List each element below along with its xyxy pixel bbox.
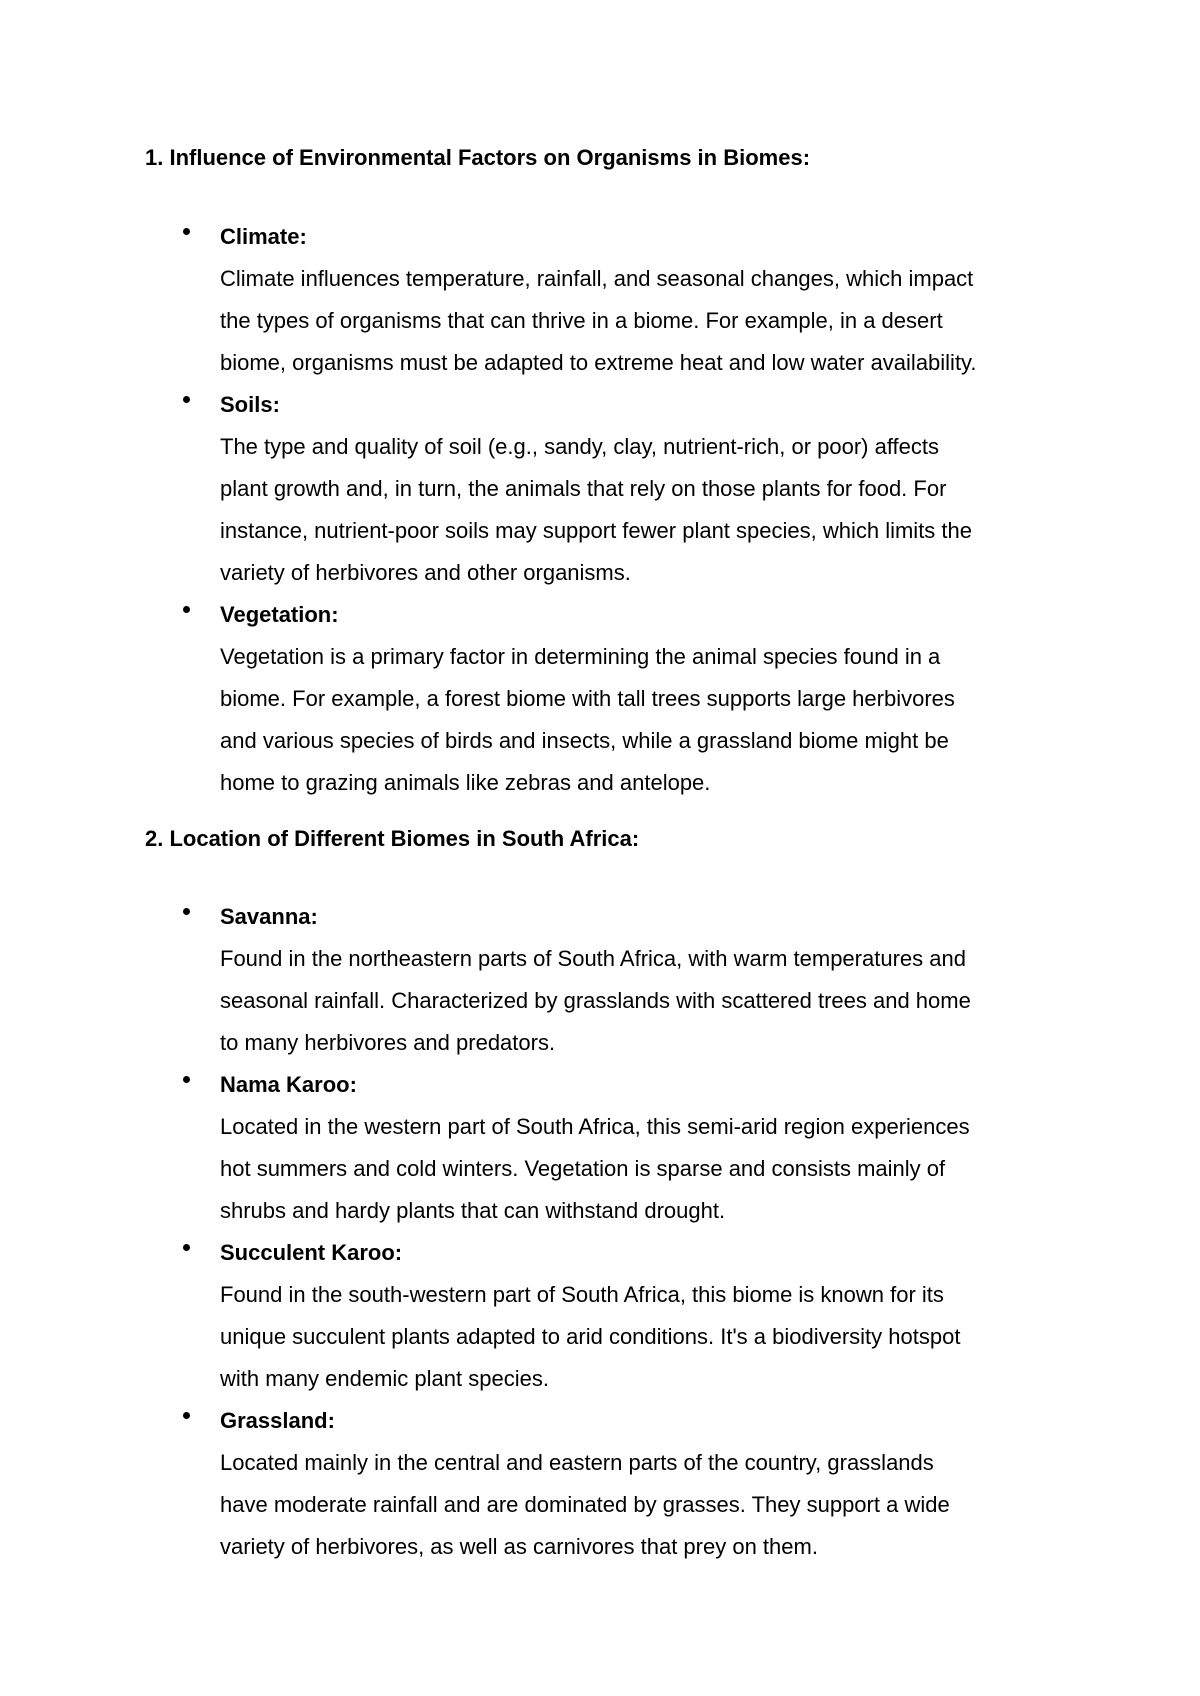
item-text-line: instance, nutrient-poor soils may support fewer plant species, which limits the bbox=[220, 518, 973, 543]
bullet-icon bbox=[183, 908, 190, 915]
item-title: Succulent Karoo: bbox=[220, 1240, 403, 1265]
list-item-soils bbox=[220, 384, 1080, 594]
list-item-climate bbox=[220, 216, 1080, 384]
item-text-line: The type and quality of soil (e.g., sandy, clay, nutrient-rich, or poor) affects bbox=[220, 434, 940, 459]
item-text-line: plant growth and, in turn, the animals that rely on those plants for food. For bbox=[220, 476, 947, 501]
item-text-line: biome, organisms must be adapted to extreme heat and low water availability. bbox=[220, 350, 977, 375]
section-heading: 2. Location of Different Biomes in South Africa: bbox=[145, 826, 640, 851]
bullet-list bbox=[220, 216, 1080, 804]
item-text-line: Found in the northeastern parts of South Africa, with warm temperatures and bbox=[220, 946, 966, 971]
section-biome-locations bbox=[145, 823, 1085, 1568]
bullet-icon bbox=[183, 396, 190, 403]
item-text-line: Vegetation is a primary factor in determining the animal species found in a bbox=[220, 644, 941, 669]
item-text-line: the types of organisms that can thrive in a biome. For example, in a desert bbox=[220, 308, 943, 333]
item-text-line: Located mainly in the central and eastern parts of the country, grasslands bbox=[220, 1450, 934, 1475]
list-item-savanna bbox=[220, 896, 1080, 1064]
item-text-line: hot summers and cold winters. Vegetation is sparse and consists mainly of bbox=[220, 1156, 946, 1181]
item-text-line: variety of herbivores, as well as carnivores that prey on them. bbox=[220, 1534, 818, 1559]
bullet-icon bbox=[183, 1244, 190, 1251]
item-text-line: Climate influences temperature, rainfall, and seasonal changes, which impact bbox=[220, 266, 974, 291]
bullet-list bbox=[220, 896, 1080, 1568]
list-item-vegetation bbox=[220, 594, 1080, 804]
bullet-icon bbox=[183, 1412, 190, 1419]
section-environmental-factors bbox=[145, 142, 1085, 804]
item-text-line: and various species of birds and insects, while a grassland biome might be bbox=[220, 728, 949, 753]
list-item-succulent-karoo bbox=[220, 1232, 1080, 1400]
item-text-line: Found in the south-western part of South Africa, this biome is known for its bbox=[220, 1282, 944, 1307]
item-text-line: to many herbivores and predators. bbox=[220, 1030, 556, 1055]
item-text-line: shrubs and hardy plants that can withstand drought. bbox=[220, 1198, 726, 1223]
item-text-line: seasonal rainfall. Characterized by grasslands with scattered trees and home bbox=[220, 988, 971, 1013]
item-title: Grassland: bbox=[220, 1408, 335, 1433]
section-heading: 1. Influence of Environmental Factors on Organisms in Biomes: bbox=[145, 145, 811, 170]
item-title: Savanna: bbox=[220, 904, 318, 929]
list-item-nama-karoo bbox=[220, 1064, 1080, 1232]
bullet-icon bbox=[183, 1076, 190, 1083]
item-text-line: biome. For example, a forest biome with tall trees supports large herbivores bbox=[220, 686, 955, 711]
bullet-icon bbox=[183, 606, 190, 613]
item-text-line: have moderate rainfall and are dominated by grasses. They support a wide bbox=[220, 1492, 950, 1517]
item-title: Climate: bbox=[220, 224, 307, 249]
item-title: Vegetation: bbox=[220, 602, 339, 627]
item-text-line: home to grazing animals like zebras and antelope. bbox=[220, 770, 711, 795]
item-text-line: variety of herbivores and other organisms. bbox=[220, 560, 631, 585]
item-text-line: Located in the western part of South Africa, this semi-arid region experiences bbox=[220, 1114, 970, 1139]
item-text-line: with many endemic plant species. bbox=[220, 1366, 549, 1391]
item-title: Nama Karoo: bbox=[220, 1072, 357, 1097]
item-text-line: unique succulent plants adapted to arid conditions. It's a biodiversity hotspot bbox=[220, 1324, 961, 1349]
item-title: Soils: bbox=[220, 392, 280, 417]
list-item-grassland bbox=[220, 1400, 1080, 1568]
bullet-icon bbox=[183, 228, 190, 235]
